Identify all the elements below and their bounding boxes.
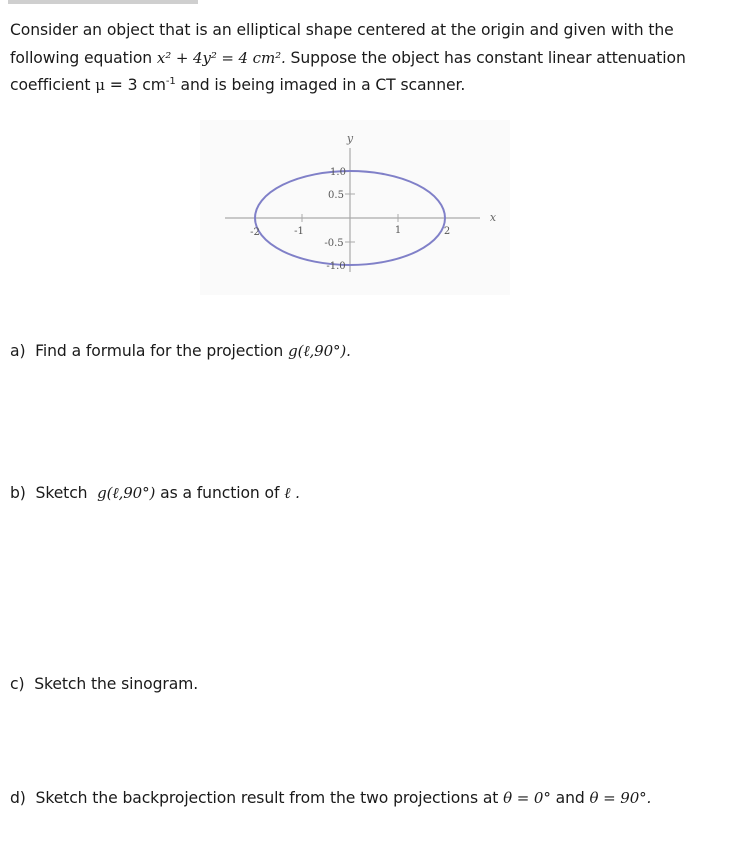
top-cropped-strip xyxy=(8,0,198,4)
ell-variable: ℓ . xyxy=(284,484,300,502)
ellipse-plot xyxy=(200,120,510,295)
question-b: b) Sketch g(ℓ,90°) as a function of ℓ . xyxy=(10,484,300,502)
projection-expression: g(ℓ,90°) xyxy=(97,484,156,502)
intro-line-3: coefficient μ = 3 $cm^{-1}$ and is being imaged in a CT scanner. xyxy=(10,75,466,94)
question-d: d) Sketch the backprojection result from the two projections at θ = 0° and θ = 90°. xyxy=(10,789,652,807)
ellipse-equation: x² + 4y² = 4 cm². xyxy=(156,48,286,67)
theta-ninety: θ = 90°. xyxy=(589,789,652,807)
intro-line-1: Consider an object that is an elliptical shape centered at the origin and given with the xyxy=(10,21,674,39)
y-tick-label: -1.0 xyxy=(326,261,346,272)
problem-statement xyxy=(10,17,726,100)
intro-line-2: following equation x² + 4y² = 4 cm². Suppose the object has constant linear attenuation xyxy=(10,48,686,67)
x-axis-label: x xyxy=(489,211,497,224)
y-tick-label: -0.5 xyxy=(324,238,344,249)
x-tick-label: -1 xyxy=(294,226,304,237)
y-axis-label: y xyxy=(346,132,354,145)
mu-symbol: μ xyxy=(95,76,105,94)
question-a: a) Find a formula for the projection g(ℓ,90°). xyxy=(10,342,351,360)
x-tick-label: 2 xyxy=(443,226,451,237)
x-tick-label: 1 xyxy=(394,225,402,236)
question-c: c) Sketch the sinogram. xyxy=(10,675,199,693)
projection-expression: g(ℓ,90°). xyxy=(288,342,351,360)
mu-value: = 3 $cm^{-1}$ xyxy=(109,75,176,94)
y-tick-label: 0.5 xyxy=(328,190,344,201)
ellipse-figure xyxy=(200,120,510,295)
theta-zero: θ = 0° xyxy=(503,789,551,807)
x-tick-label: -2 xyxy=(250,227,260,238)
y-tick-label: 1.0 xyxy=(330,167,346,178)
